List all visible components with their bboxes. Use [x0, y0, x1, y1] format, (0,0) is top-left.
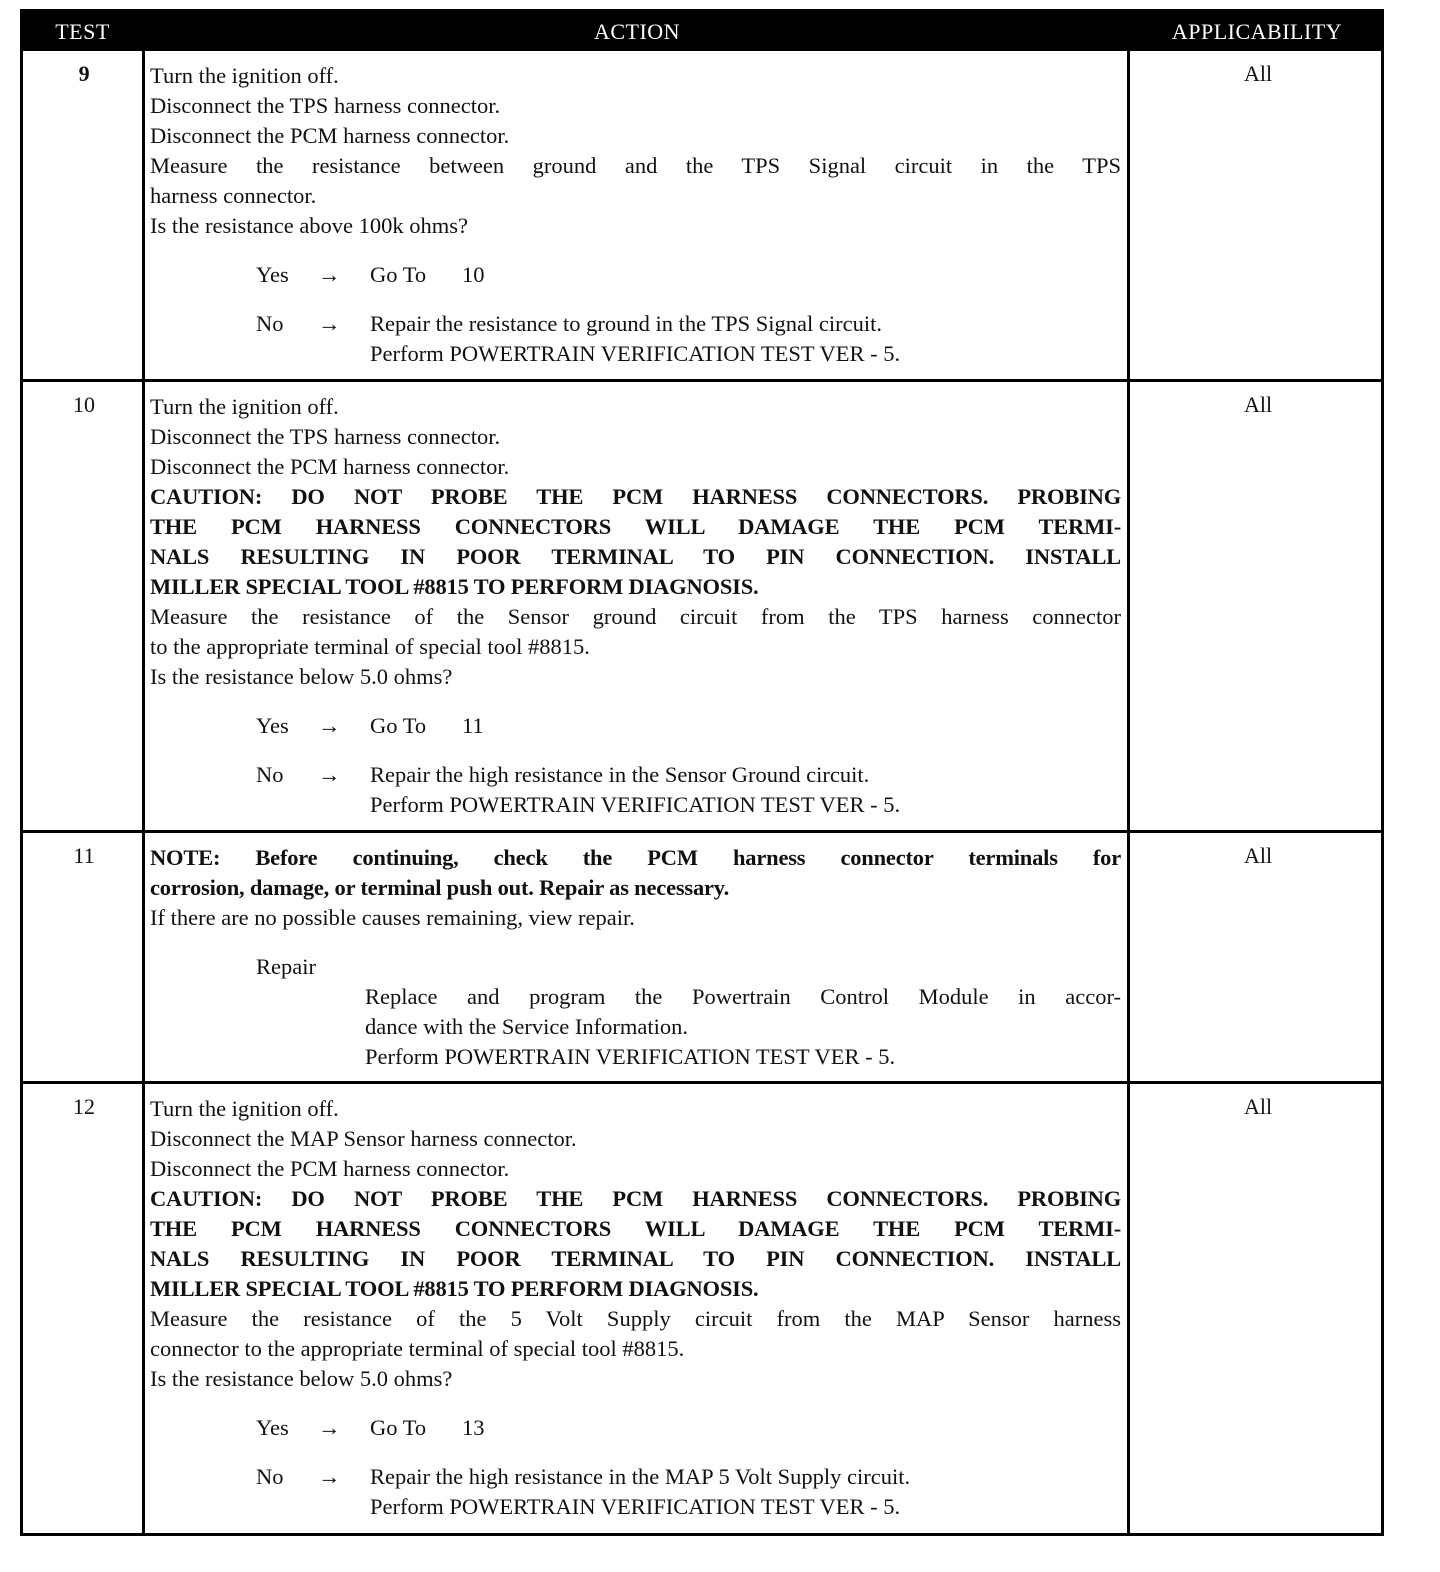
action-line: Is the resistance below 5.0 ohms? — [150, 664, 453, 689]
action-cell — [150, 392, 1121, 820]
applicability-cell: All — [1243, 392, 1273, 417]
applicability-cell: All — [1243, 843, 1273, 868]
arrow-icon: → — [318, 311, 341, 336]
caution-line: MILLER SPECIAL TOOL #8815 TO PERFORM DIAGNOSIS. — [150, 574, 759, 599]
action-line: Disconnect the PCM harness connector. — [150, 123, 510, 148]
no-action-text: Perform POWERTRAIN VERIFICATION TEST VER - 5. — [370, 341, 901, 366]
arrow-icon: → — [318, 262, 341, 287]
table-row-test-12 — [23, 1084, 1381, 1536]
no-action-text: Repair the resistance to ground in the TPS Signal circuit. — [370, 311, 882, 336]
action-line: Measure the resistance between ground and the TPS Signal circuit in the TPS — [150, 153, 1121, 178]
action-line: connector to the appropriate terminal of special tool #8815. — [150, 1336, 685, 1361]
repair-line: dance with the Service Information. — [365, 1014, 689, 1039]
yes-branch — [150, 711, 1121, 741]
repair-body — [150, 982, 1121, 1072]
goto-text: Go To — [370, 713, 427, 738]
table-header — [23, 12, 1381, 51]
caution-line: THE PCM HARNESS CONNECTORS WILL DAMAGE THE PCM TERMI- — [150, 1216, 1121, 1241]
arrow-icon: → — [318, 1464, 341, 1489]
header-test: TEST — [55, 19, 110, 44]
goto-target: 11 — [462, 713, 484, 738]
arrow-icon: → — [318, 1415, 341, 1440]
header-action: ACTION — [593, 19, 681, 44]
action-line: Turn the ignition off. — [150, 394, 339, 419]
no-branch-line2 — [150, 339, 1121, 369]
action-cell — [150, 1094, 1121, 1522]
header-applicability: APPLICABILITY — [1171, 19, 1343, 44]
arrow-icon: → — [318, 713, 341, 738]
repair-line: Perform POWERTRAIN VERIFICATION TEST VER - 5. — [365, 1044, 896, 1069]
no-label: No — [256, 1464, 284, 1489]
table-row-test-10 — [23, 382, 1381, 830]
no-label: No — [256, 762, 284, 787]
no-branch — [150, 1462, 1121, 1492]
goto-text: Go To — [370, 262, 427, 287]
caution-line: CAUTION: DO NOT PROBE THE PCM HARNESS CONNECTORS. PROBING — [150, 1186, 1121, 1211]
no-branch — [150, 309, 1121, 339]
note-line: NOTE: Before continuing, check the PCM harness connector terminals for — [150, 845, 1121, 870]
action-line: to the appropriate terminal of special tool #8815. — [150, 634, 590, 659]
test-number: 10 — [73, 392, 95, 417]
action-line: Disconnect the PCM harness connector. — [150, 1156, 510, 1181]
action-line: Is the resistance below 5.0 ohms? — [150, 1366, 453, 1391]
action-line: Disconnect the PCM harness connector. — [150, 454, 510, 479]
yes-branch — [150, 1413, 1121, 1443]
applicability-cell: All — [1243, 1094, 1273, 1119]
test-number: 9 — [78, 61, 90, 86]
note-line: corrosion, damage, or terminal push out. Repair as necessary. — [150, 875, 730, 900]
caution-line: NALS RESULTING IN POOR TERMINAL TO PIN CONNECTION. INSTALL — [150, 1246, 1121, 1271]
yes-branch — [150, 260, 1121, 290]
action-line: Turn the ignition off. — [150, 63, 339, 88]
no-action-text: Perform POWERTRAIN VERIFICATION TEST VER - 5. — [370, 792, 901, 817]
action-line: Measure the resistance of the Sensor ground circuit from the TPS harness connector — [150, 604, 1121, 629]
action-line: Turn the ignition off. — [150, 1096, 339, 1121]
diagnostic-table — [20, 9, 1384, 1536]
caution-line: CAUTION: DO NOT PROBE THE PCM HARNESS CONNECTORS. PROBING — [150, 484, 1121, 509]
yes-label: Yes — [256, 262, 289, 287]
action-cell — [150, 843, 1121, 1072]
repair-label: Repair — [256, 954, 316, 979]
caution-line: NALS RESULTING IN POOR TERMINAL TO PIN CONNECTION. INSTALL — [150, 544, 1121, 569]
action-line: Disconnect the TPS harness connector. — [150, 424, 501, 449]
goto-target: 13 — [462, 1415, 485, 1440]
goto-text: Go To — [370, 1415, 427, 1440]
repair-line: Replace and program the Powertrain Control Module in accor- — [365, 984, 1121, 1009]
action-line: If there are no possible causes remaining, view repair. — [150, 905, 635, 930]
action-cell — [150, 61, 1121, 369]
arrow-icon: → — [318, 762, 341, 787]
no-action-text: Repair the high resistance in the Sensor Ground circuit. — [370, 762, 870, 787]
table-row-test-9 — [23, 51, 1381, 379]
action-line: Measure the resistance of the 5 Volt Supply circuit from the MAP Sensor harness — [150, 1306, 1121, 1331]
action-line: Disconnect the TPS harness connector. — [150, 93, 501, 118]
no-branch-line2 — [150, 790, 1121, 820]
yes-label: Yes — [256, 1415, 289, 1440]
caution-line: MILLER SPECIAL TOOL #8815 TO PERFORM DIAGNOSIS. — [150, 1276, 759, 1301]
goto-target: 10 — [462, 262, 485, 287]
applicability-cell: All — [1243, 61, 1273, 86]
no-action-text: Perform POWERTRAIN VERIFICATION TEST VER - 5. — [370, 1494, 901, 1519]
no-label: No — [256, 311, 284, 336]
no-branch — [150, 760, 1121, 790]
table-row-test-11 — [23, 833, 1381, 1081]
caution-line: THE PCM HARNESS CONNECTORS WILL DAMAGE THE PCM TERMI- — [150, 514, 1121, 539]
no-branch-line2 — [150, 1492, 1121, 1522]
action-line: harness connector. — [150, 183, 317, 208]
action-line: Is the resistance above 100k ohms? — [150, 213, 469, 238]
test-number: 12 — [73, 1094, 95, 1119]
test-number: 11 — [73, 843, 95, 868]
action-line: Disconnect the MAP Sensor harness connector. — [150, 1126, 577, 1151]
no-action-text: Repair the high resistance in the MAP 5 Volt Supply circuit. — [370, 1464, 911, 1489]
yes-label: Yes — [256, 713, 289, 738]
